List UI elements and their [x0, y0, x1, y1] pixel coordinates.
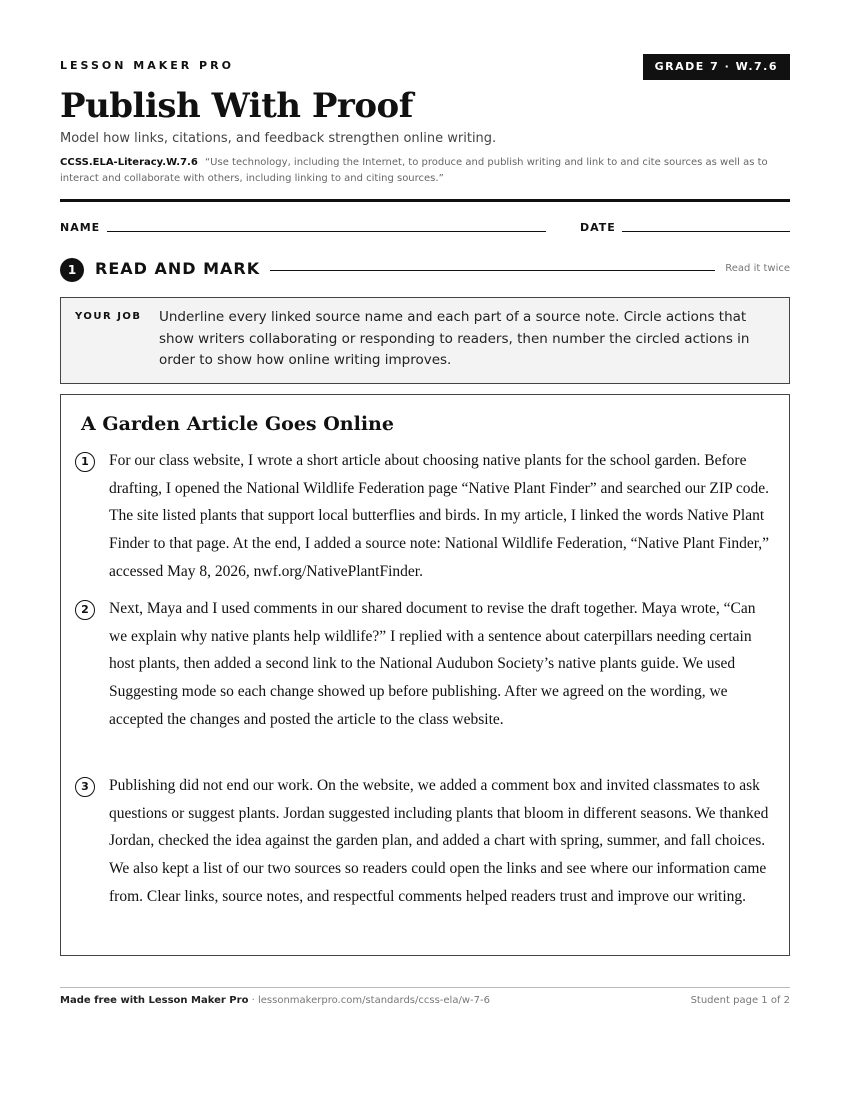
section-heading — [60, 257, 790, 283]
section-note: Read it twice — [725, 263, 790, 274]
paragraph-number: 3 — [75, 777, 95, 797]
footer — [60, 995, 790, 1006]
name-field[interactable] — [107, 231, 546, 232]
name-date-row — [60, 219, 790, 235]
article-paragraph — [75, 772, 773, 911]
standard-text: “Use technology, including the Internet, to produce and publish writing and link to and cite sources as well as to interact and collaborate with others, including linking to and citing sources.” — [60, 157, 768, 184]
your-job-text: Underline every linked source name and each part of a source note. Circle actions that show writers collaborating or responding to readers, then number the circled actions in order to show how online writing improves. — [159, 309, 750, 368]
header-divider — [60, 199, 790, 202]
your-job-box — [60, 297, 790, 384]
article-box — [60, 394, 790, 956]
paragraph-text: Publishing did not end our work. On the website, we added a comment box and invited classmates to ask questions or suggest plants. Jordan suggested including plants that bloom in different seasons. We thanked Jordan, checked the idea against the garden plan, and added a chart with spring, summer, and fall choices. We also kept a list of our two sources so readers could open the links and see where our information came from. Clear links, source notes, and respectful comments helped readers trust and improve our writing. — [109, 777, 769, 905]
paragraph-number: 1 — [75, 452, 95, 472]
page-indicator: Student page 1 of 2 — [690, 995, 790, 1006]
page-subtitle: Model how links, citations, and feedback strengthen online writing. — [60, 131, 497, 146]
section-title: READ AND MARK — [95, 259, 261, 278]
top-bar — [60, 54, 790, 80]
page-title: Publish With Proof — [60, 86, 413, 126]
section-rule — [270, 270, 715, 271]
standard-note — [60, 155, 790, 187]
brand-name: LESSON MAKER PRO — [60, 59, 234, 72]
date-label: DATE — [580, 221, 616, 234]
footer-divider — [60, 987, 790, 988]
footer-url[interactable]: lessonmakerpro.com/standards/ccss-ela/w-7-6 — [257, 995, 490, 1006]
footer-credit: Made free with Lesson Maker Pro — [60, 995, 249, 1006]
paragraph-number: 2 — [75, 600, 95, 620]
article-paragraph — [75, 447, 773, 586]
your-job-label: YOUR JOB — [75, 311, 142, 322]
paragraph-text: Next, Maya and I used comments in our shared document to revise the draft together. Maya wrote, “Can we explain why native plants help wildlife?” I replied with a sentence about caterpillars needing certain host plants, then added a second link to the National Audubon Society’s native plants guide. We used Suggesting mode so each change showed up before publishing. After we agreed on the wording, we accepted the changes and posted the article to the class website. — [109, 600, 756, 728]
section-number-badge: 1 — [60, 258, 84, 282]
grade-badge: GRADE 7 · W.7.6 — [643, 54, 790, 80]
paragraph-text: For our class website, I wrote a short article about choosing native plants for the school garden. Before drafting, I opened the National Wildlife Federation page “Native Plant Finder” and searched our ZIP code. The site listed plants that support local butterflies and birds. In my article, I linked the words Native Plant Finder to that page. At the end, I added a source note: National Wildlife Federation, “Native Plant Finder,” accessed May 8, 2026, nwf.org/NativePlantFinder. — [109, 452, 770, 580]
article-paragraph — [75, 595, 773, 734]
name-label: NAME — [60, 221, 101, 234]
article-title: A Garden Article Goes Online — [81, 413, 394, 435]
date-field[interactable] — [622, 231, 790, 232]
footer-separator: · — [248, 995, 258, 1006]
standard-code: CCSS.ELA-Literacy.W.7.6 — [60, 157, 198, 168]
